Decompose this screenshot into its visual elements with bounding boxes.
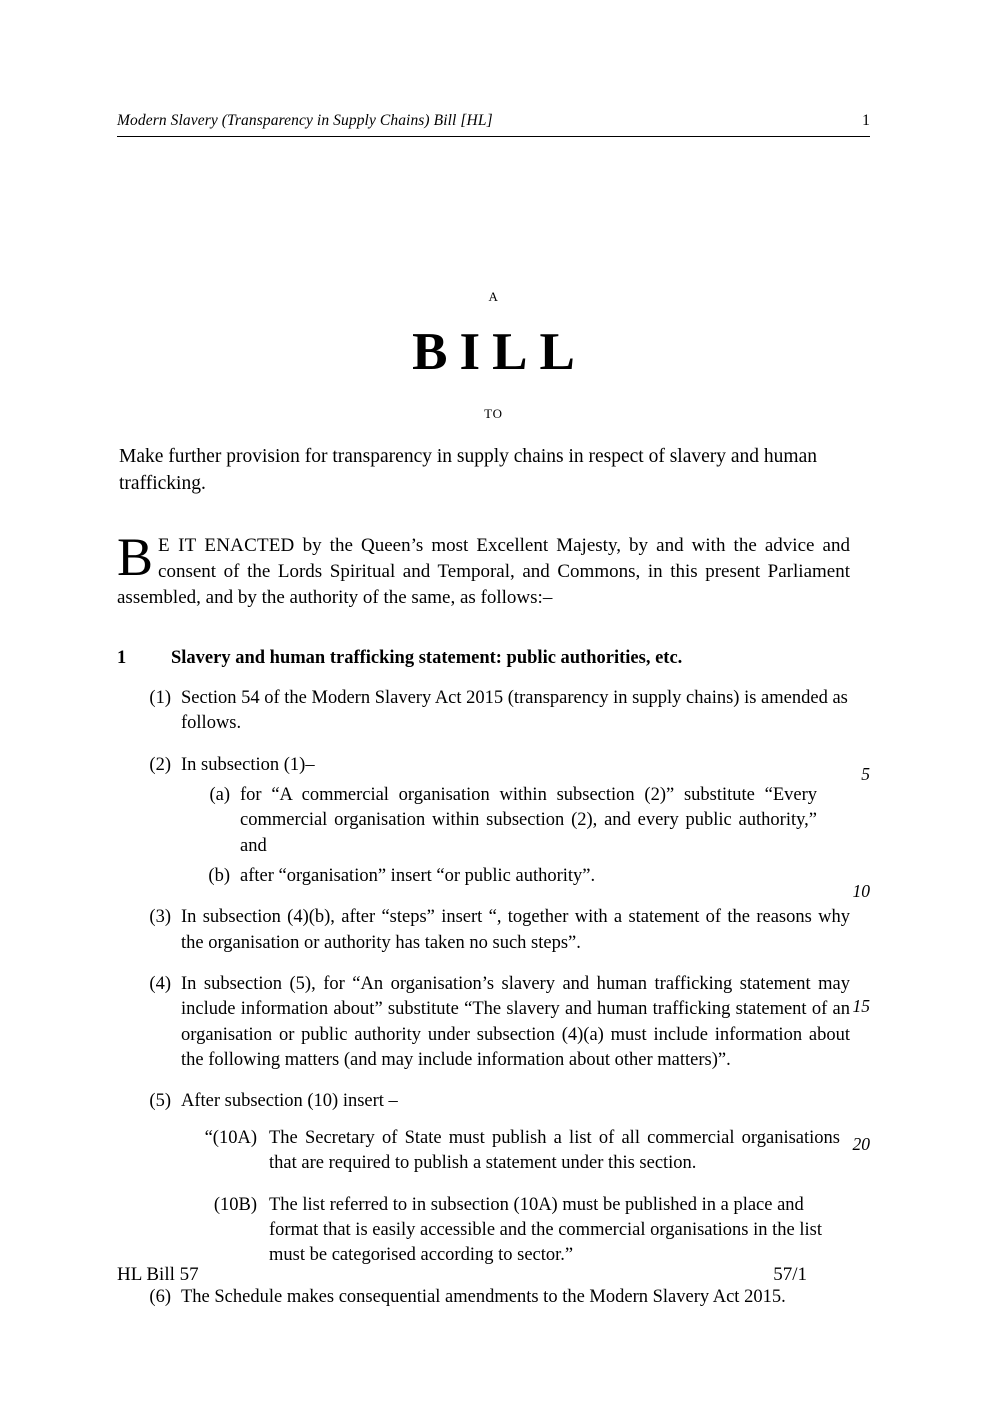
bill-body (117, 648, 870, 1326)
subsection-text: The Schedule makes consequential amendments to the Modern Slavery Act 2015. (181, 1286, 786, 1307)
inserted-subsection-10a (117, 1126, 870, 1177)
inserted-subsection-text: The Secretary of State must publish a list of all commercial organisations that are required to publish a statement under this section. (269, 1127, 840, 1174)
subsection-label: (4) (149, 974, 171, 995)
paragraph-b (117, 864, 870, 889)
footer-print-reference: 57/1 (773, 1264, 807, 1285)
subsection-2 (117, 753, 870, 778)
header-divider (117, 136, 870, 137)
subsection-label: (6) (149, 1286, 171, 1307)
subsection-label: (3) (149, 907, 171, 928)
line-number: 10 (852, 881, 870, 901)
page-title: BILL (412, 323, 587, 381)
subsection-4 (117, 972, 870, 1073)
inserted-subsection-text: The list referred to in subsection (10A) must be published in a place and format that is easily accessible and the commercial organisations in the list must be categorised according to sector.” (269, 1194, 822, 1266)
inserted-subsection-label: (10B) (213, 1194, 257, 1215)
enacting-formula (117, 527, 850, 610)
subsection-label: (2) (149, 754, 171, 775)
title-preposition: TO (484, 405, 503, 421)
subsection-6 (117, 1285, 870, 1310)
subsection-text: In subsection (5), for “An organisation’s slavery and human trafficking statement may include information about” substitute “The slavery and human trafficking statement of an organisation or public authority under subsection (4)(a) must include information about the following matters (and may include information about other matters)”. (181, 974, 850, 1071)
clause-heading-text: Slavery and human trafficking statement: public authorities, etc. (171, 648, 683, 668)
subsection-text: In subsection (4)(b), after “steps” insert “, together with a statement of the reasons why the organisation or authority has taken no such steps”. (181, 907, 850, 953)
subsection-text: After subsection (10) insert – (181, 1091, 398, 1112)
subsection-label: (5) (149, 1091, 171, 1112)
paragraph-text: after “organisation” insert “or public authority”. (240, 866, 596, 887)
subsection-text: Section 54 of the Modern Slavery Act 2015 (transparency in supply chains) is amended as follows. (181, 688, 848, 734)
enacting-dropcap: B (117, 527, 154, 587)
subsection-5 (117, 1089, 870, 1114)
line-number: 5 (861, 764, 870, 784)
title-article: A (488, 289, 499, 304)
title-block (117, 290, 870, 420)
line-number: 20 (852, 1134, 870, 1154)
paragraph-label: (a) (209, 785, 230, 806)
running-header (117, 112, 870, 130)
paragraph-a (117, 783, 870, 859)
paragraph-text: for “A commercial organisation within subsection (2)” substitute “Every commercial organisation within subsection (2), and every public authority,” and (240, 785, 817, 856)
inserted-subsection-10b (117, 1193, 870, 1269)
line-number: 15 (852, 996, 870, 1016)
enacting-smallcaps: E IT ENACTED (158, 535, 295, 556)
clause-heading (117, 648, 870, 669)
enacting-text: by the Queen’s most Excellent Majesty, by and with the advice and consent of the Lords Spiritual and Temporal, and Commons, in this present Parliament assembled, and by the authority of the same, as follows:– (117, 535, 850, 608)
subsection-label: (1) (149, 688, 171, 708)
paragraph-label: (b) (208, 866, 230, 887)
subsection-2-group (117, 753, 870, 890)
footer-bill-reference: HL Bill 57 (117, 1264, 199, 1285)
subsection-text: In subsection (1)– (181, 754, 315, 775)
clause-number: 1 (117, 648, 127, 668)
header-page-number: 1 (862, 112, 870, 129)
subsection-1 (117, 686, 870, 737)
page-footer (117, 1264, 807, 1286)
header-bill-title: Modern Slavery (Transparency in Supply Chains) Bill [HL] (117, 112, 493, 129)
subsection-3 (117, 905, 870, 956)
inserted-subsection-label: “(10A) (204, 1127, 257, 1148)
long-title: Make further provision for transparency in supply chains in respect of slavery and human trafficking. (119, 446, 818, 494)
